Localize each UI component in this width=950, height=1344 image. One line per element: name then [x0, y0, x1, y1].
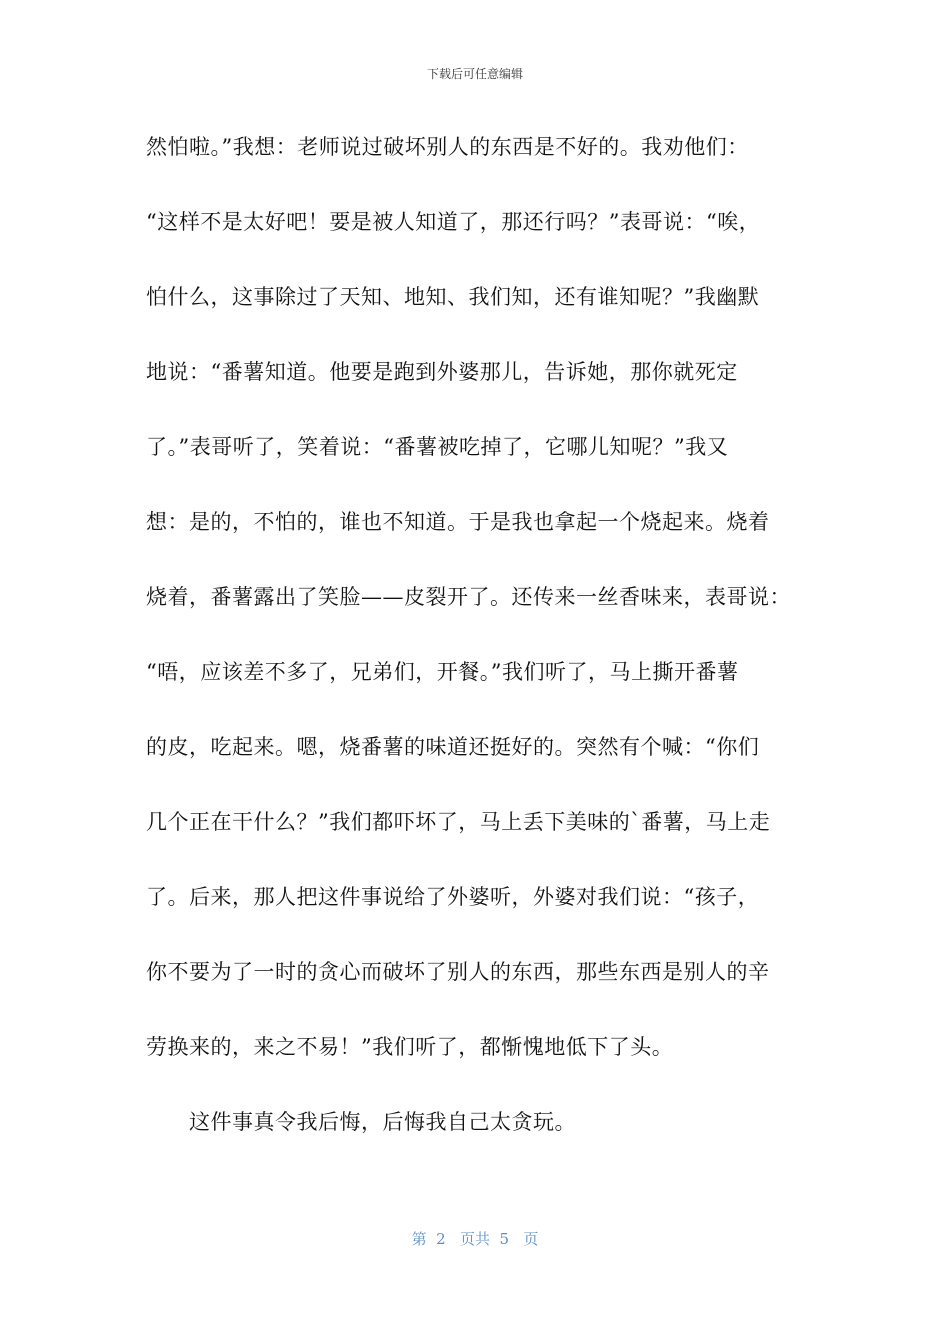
text-line: “这样不是太好吧！要是被人知道了，那还行吗？”表哥说：“唉， [146, 210, 761, 234]
text-line: 了。”表哥听了，笑着说：“番薯被吃掉了，它哪儿知呢？”我又 [146, 435, 729, 459]
page-number-footer: 第 2 页共 5 页 [411, 1230, 539, 1248]
text-line: 了。后来，那人把这件事说给了外婆听，外婆对我们说：“孩子， [146, 885, 760, 909]
text-line: 地说：“番薯知道。他要是跑到外婆那儿，告诉她，那你就死定 [146, 360, 738, 384]
text-line: 劳换来的，来之不易！”我们听了，都惭愧地低下了头。 [146, 1035, 674, 1059]
text-line: 几个正在干什么？”我们都吓坏了，马上丢下美味的`番薯，马上走 [146, 810, 771, 834]
text-line: 想：是的，不怕的，谁也不知道。于是我也拿起一个烧起来。烧着 [146, 510, 770, 534]
text-line: “唔，应该差不多了，兄弟们，开餐。”我们听了，马上撕开番薯 [146, 660, 739, 684]
page-header: 下载后可任意编辑 [426, 67, 523, 81]
document-body [146, 129, 826, 1179]
text-line: 的皮，吃起来。嗯，烧番薯的味道还挺好的。突然有个喊：“你们 [146, 735, 760, 759]
text-line: 然怕啦。”我想：老师说过破坏别人的东西是不好的。我劝他们： [146, 135, 749, 159]
text-line: 怕什么，这事除过了天知、地知、我们知，还有谁知呢？”我幽默 [146, 285, 760, 309]
text-line: 你不要为了一时的贪心而破坏了别人的东西，那些东西是别人的辛 [146, 960, 770, 984]
closing-paragraph: 这件事真令我后悔，后悔我自己太贪玩。 [189, 1110, 576, 1134]
text-line: 烧着，番薯露出了笑脸——皮裂开了。还传来一丝香味来，表哥说： [146, 585, 791, 609]
